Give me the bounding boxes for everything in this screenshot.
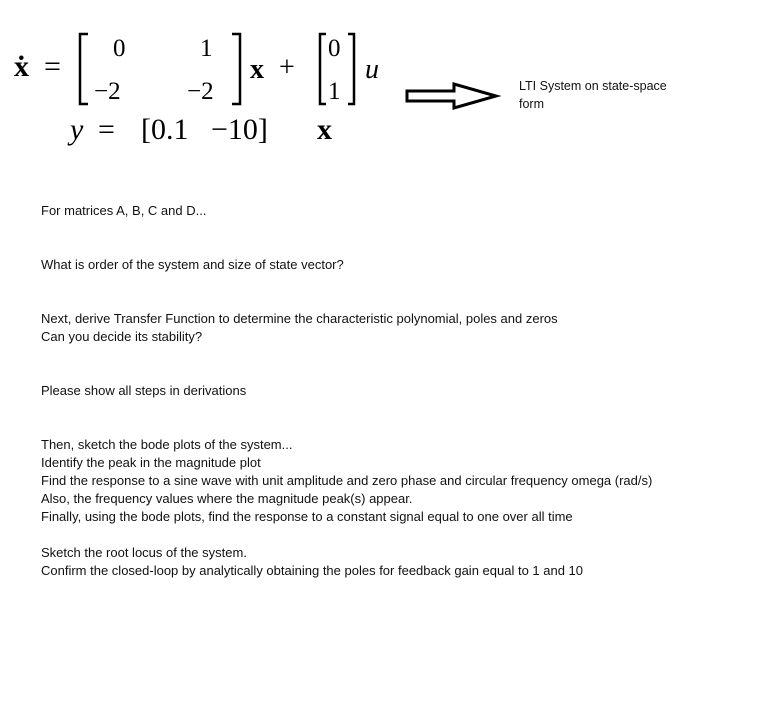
matrix-c: [0.1 −10] (141, 113, 268, 146)
question-line: Confirm the closed-loop by analytically obtaining the poles for feedback gain equal to 1 and 10 (41, 563, 584, 578)
x-vector: x (250, 54, 264, 85)
question-line: For matrices A, B, C and D... (41, 203, 207, 218)
matrix-a-21: −2 (94, 78, 121, 105)
output-x-vector: x (317, 113, 332, 146)
question-line: Identify the peak in the magnitude plot (41, 455, 261, 470)
matrix-a-22: −2 (187, 78, 214, 105)
lti-annotation: LTI System on state-space form (519, 79, 667, 111)
question-line: Can you decide its stability? (41, 329, 203, 344)
question-line: What is order of the system and size of state vector? (41, 257, 344, 272)
equals-sign: = (44, 50, 61, 83)
question-line: Next, derive Transfer Function to determine the characteristic polynomial, poles and zeros (41, 311, 558, 326)
question-line: Sketch the root locus of the system. (41, 545, 247, 560)
question-line: Find the response to a sine wave with unit amplitude and zero phase and circular frequency omega (rad/s) (41, 473, 653, 488)
y-output: y (70, 113, 84, 146)
matrix-b-1: 0 (328, 35, 341, 62)
plus-sign: + (279, 52, 295, 83)
x-dot-symbol: ẋ (14, 50, 29, 83)
question-line: Please show all steps in derivations (41, 383, 247, 398)
matrix-a-11: 0 (113, 35, 126, 62)
matrix-a-12: 1 (200, 35, 213, 62)
u-input: u (365, 54, 379, 85)
question-line: Also, the frequency values where the magnitude peak(s) appear. (41, 491, 413, 506)
matrix-b-2: 1 (328, 78, 341, 105)
output-equals-sign: = (98, 113, 115, 146)
question-line: Then, sketch the bode plots of the system... (41, 437, 293, 452)
question-line: Finally, using the bode plots, find the response to a constant signal equal to one over all time (41, 509, 573, 524)
right-arrow-icon (404, 80, 504, 114)
